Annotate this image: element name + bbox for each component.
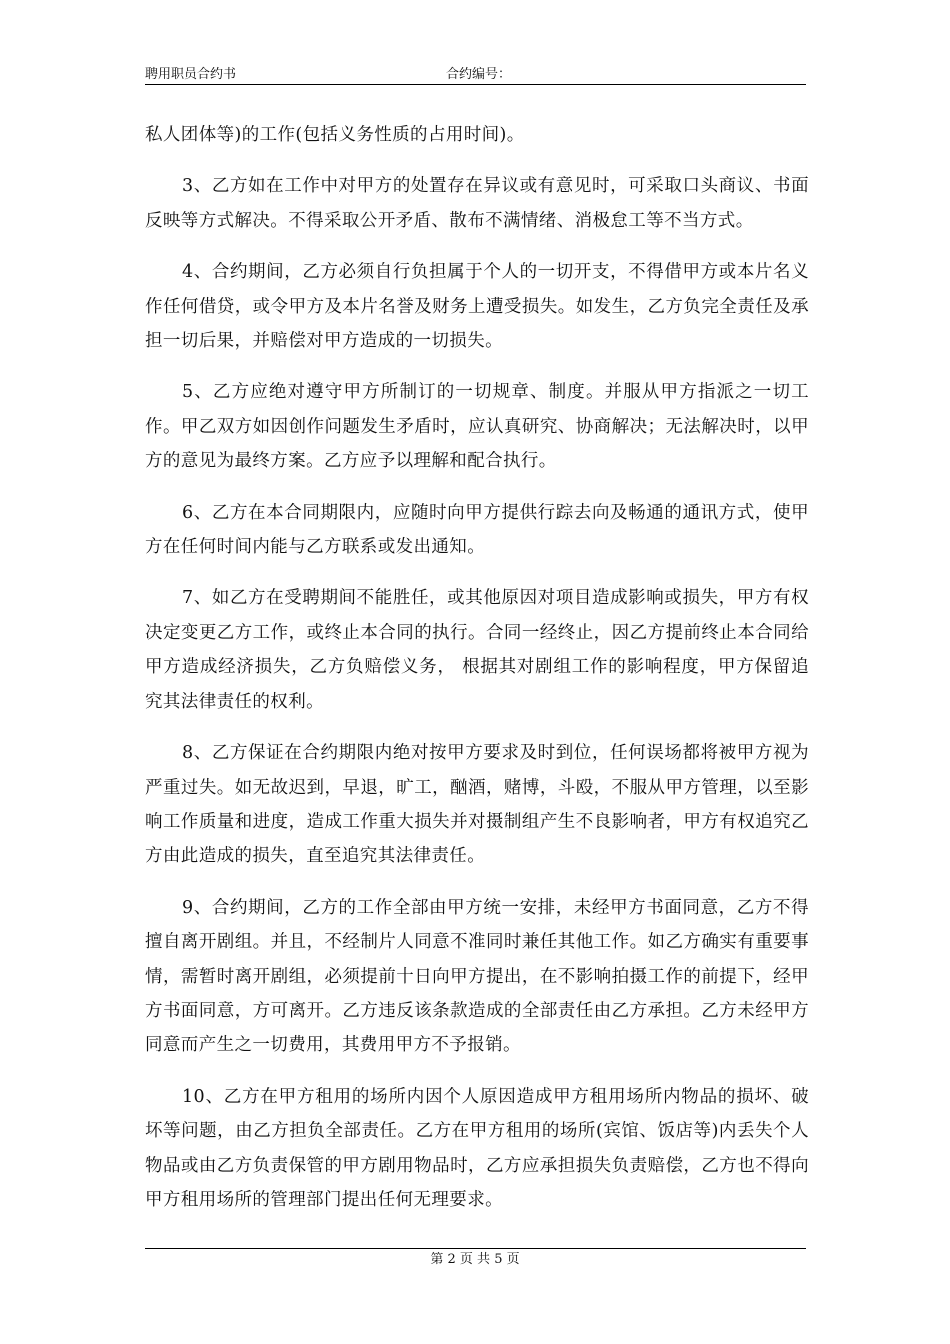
clause-6: 6、乙方在本合同期限内，应随时向甲方提供行踪去向及畅通的通讯方式，使甲方在任何时间内能与乙方联系或发出通知。 [145, 502, 809, 558]
clause-9: 9、合约期间，乙方的工作全部由甲方统一安排，未经甲方书面同意，乙方不得擅自离开剧组。并且，不经制片人同意不准同时兼任其他工作。如乙方确实有重要事情，需暂时离开剧组，必须提前十日向甲方提出，在不影响拍摄工作的前提下，经甲方书面同意，方可离开。乙方违反该条款造成的全部责任由乙方承担。乙方未经甲方同意而产生之一切费用，其费用甲方不予报销。 [145, 897, 809, 1056]
page-number: 第 2 页 共 5 页 [430, 1252, 520, 1267]
contract-number-label: 合约编号： [446, 67, 512, 82]
header-title: 聘用职员合约书 [145, 67, 237, 82]
footer-divider [145, 1248, 806, 1249]
clause-10: 10、乙方在甲方租用的场所内因个人原因造成甲方租用场所内物品的损坏、破坏等问题，由乙方担负全部责任。乙方在甲方租用的场所(宾馆、饭店等)内丢失个人物品或由乙方负责保管的甲方剧用物品时，乙方应承担损失负责赔偿，乙方也不得向甲方租用场所的管理部门提出任何无理要求。 [145, 1086, 809, 1210]
clause-4: 4、合约期间，乙方必须自行负担属于个人的一切开支，不得借甲方或本片名义作任何借贷，或令甲方及本片名誉及财务上遭受损失。如发生，乙方负完全责任及承担一切后果，并赔偿对甲方造成的一切损失。 [145, 262, 809, 352]
clause-8: 8、乙方保证在合约期限内绝对按甲方要求及时到位，任何误场都将被甲方视为严重过失。如无故迟到，早退，旷工，酗酒，赌博，斗殴，不服从甲方管理，以至影响工作质量和进度，造成工作重大损失并对摄制组产生不良影响者，甲方有权追究乙方由此造成的损失，直至追究其法律责任。 [145, 743, 809, 867]
clause-3: 3、乙方如在工作中对甲方的处置存在异议或有意见时，可采取口头商议、书面反映等方式解决。不得采取公开矛盾、散布不满情绪、消极怠工等不当方式。 [145, 176, 809, 231]
clause-7: 7、如乙方在受聘期间不能胜任，或其他原因对项目造成影响或损失，甲方有权决定变更乙方工作，或终止本合同的执行。合同一经终止，因乙方提前终止本合同给甲方造成经济损失，乙方负赔偿义务， 根据其对剧组工作的影响程度，甲方保留追究其法律责任的权利。 [145, 588, 809, 712]
clause-5: 5、乙方应绝对遵守甲方所制订的一切规章、制度。并服从甲方指派之一切工作。甲乙双方如因创作问题发生矛盾时，应认真研究、协商解决；无法解决时，以甲方的意见为最终方案。乙方应予以理解和配合执行。 [145, 382, 809, 472]
document-body [145, 118, 809, 1234]
page-header [145, 66, 806, 85]
paragraph-continuation: 私人团体等)的工作(包括义务性质的占用时间)。 [145, 125, 525, 145]
